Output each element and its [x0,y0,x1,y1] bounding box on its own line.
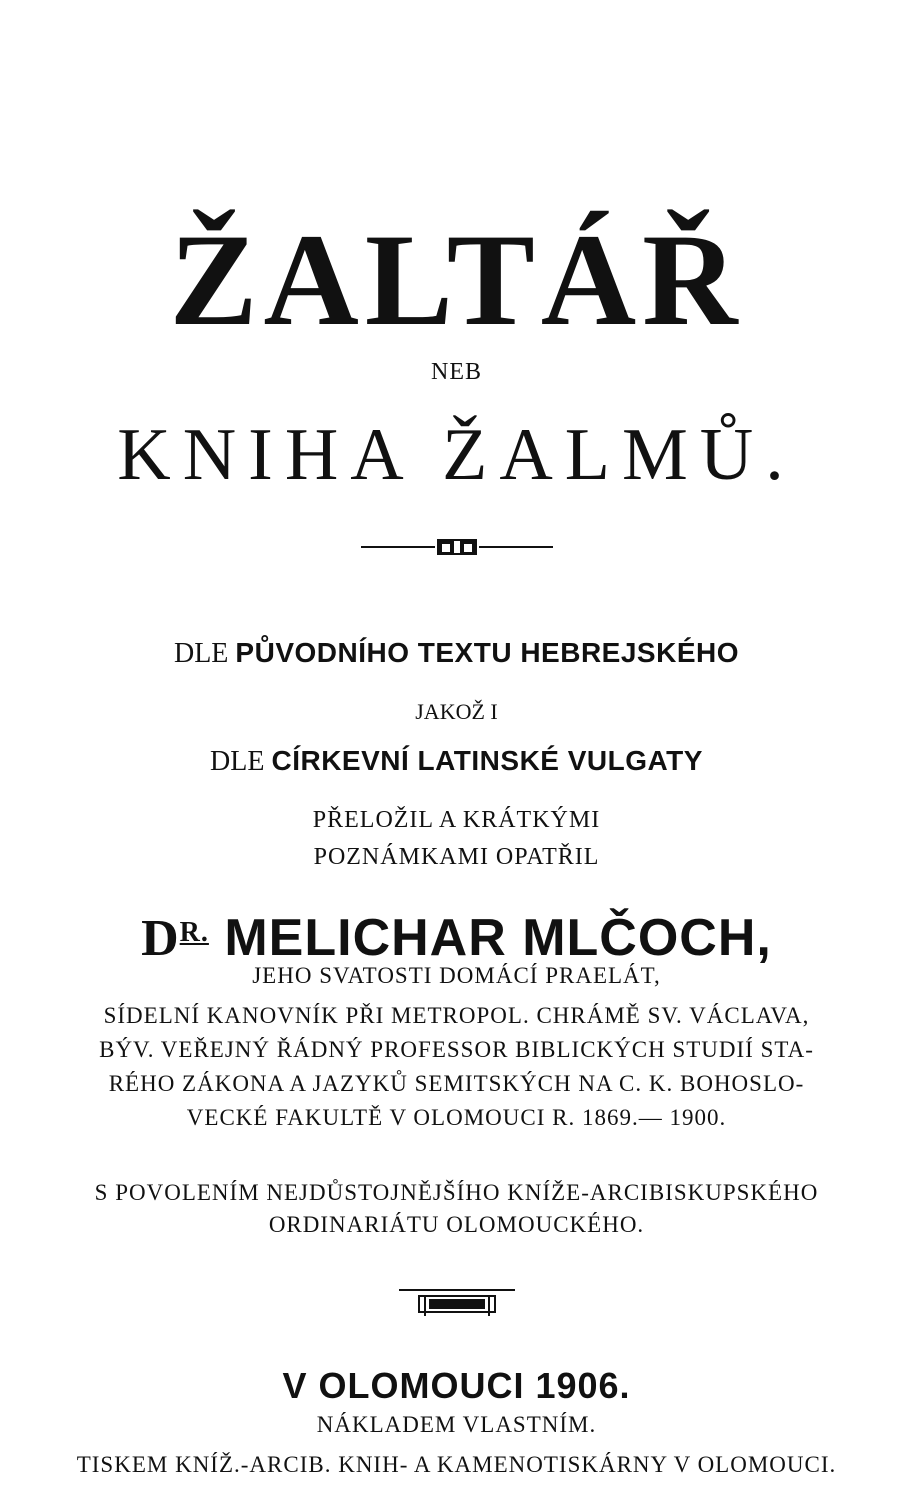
origin-hebrew-text: PŮVODNÍHO TEXTU HEBREJSKÉHO [235,637,739,668]
translation-line-2: POZNÁMKAMI OPATŘIL [313,844,600,870]
title-conjunction: NEB [431,359,482,385]
author-fullname: MELICHAR MLČOCH, [224,909,772,967]
ornament-icon [397,1286,517,1322]
book-title: ŽALTÁŘ [169,206,744,353]
ornament-icon [357,535,557,559]
permission-line: ORDINARIÁTU OLOMOUCKÉHO. [268,1212,645,1237]
credential-line: JEHO SVATOSTI DOMÁCÍ PRAELÁT, [252,963,661,988]
translation-line-1: PŘELOŽIL A KRÁTKÝMI [312,807,601,833]
imprint-publisher: NÁKLADEM VLASTNÍM. [316,1412,597,1437]
origin-vulgate-text: CÍRKEVNÍ LATINSKÉ VULGATY [271,745,703,776]
permission-line: S POVOLENÍM NEJDŮSTOJNĚJŠÍHO KNÍŽE-ARCIBISKUPSKÉHO [94,1180,819,1205]
author-title: $D^{R.}$ [141,910,209,967]
credential-line: VECKÉ FAKULTĚ V OLOMOUCI R. 1869.— 1900. [186,1105,727,1130]
credential-line: SÍDELNÍ KANOVNÍK PŘI METROPOL. CHRÁMĚ SV. VÁCLAVA, [103,1003,810,1028]
origin-prefix-1: DLE [173,638,229,669]
credential-line: RÉHO ZÁKONA A JAZYKŮ SEMITSKÝCH NA C. K. BOHOSLO- [108,1071,805,1096]
imprint-place-year: V OLOMOUCI 1906. [282,1365,631,1406]
origin-conjunction: JAKOŽ I [415,699,498,724]
imprint-printer: TISKEM KNÍŽ.-ARCIB. KNIH- A KAMENOTISKÁRNY V OLOMOUCI. [76,1452,837,1477]
ornament-divider-bottom [0,1286,913,1322]
origin-prefix-2: DLE [210,746,265,777]
book-subtitle: KNIHA ŽALMŮ. [117,414,796,496]
origin-line-hebrew [0,636,913,671]
credential-line: BÝV. VEŘEJNÝ ŘÁDNÝ PROFESSOR BIBLICKÝCH STUDIÍ STA- [99,1037,814,1062]
ornament-divider-top [0,535,913,559]
origin-line-vulgate [0,744,913,779]
